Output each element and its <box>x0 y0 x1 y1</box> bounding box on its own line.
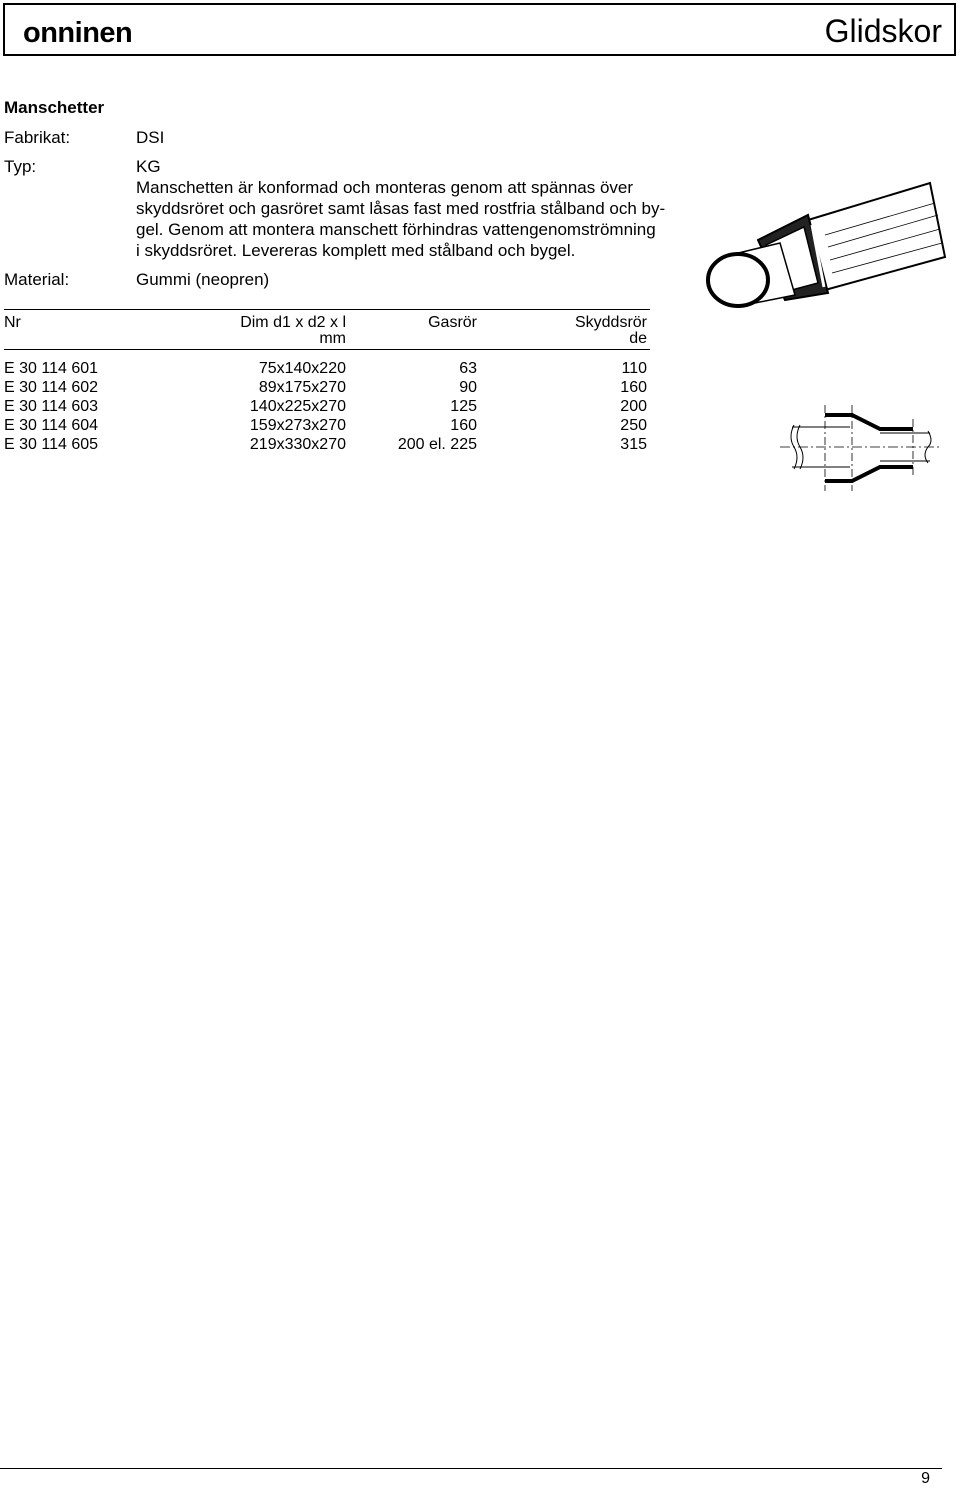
fabrikat-value: DSI <box>136 128 165 147</box>
cell-dim: 219x330x270 <box>249 436 346 453</box>
cell-sky: 110 <box>621 360 647 377</box>
material-value: Gummi (neopren) <box>136 270 270 289</box>
cell-gas: 200 el. 225 <box>397 436 477 453</box>
cell-nr: E 30 114 601 <box>4 360 99 377</box>
sleeve-pipe-illustration <box>700 165 950 315</box>
cell-dim: 159x273x270 <box>249 417 346 434</box>
product-description <box>136 177 666 261</box>
cell-dim: 75x140x220 <box>258 360 346 377</box>
cell-nr: E 30 114 602 <box>4 379 99 396</box>
cell-nr: E 30 114 604 <box>4 417 99 434</box>
cell-gas: 63 <box>459 360 477 377</box>
typ-value: KG <box>136 157 161 176</box>
company-logo: onninen <box>23 17 133 49</box>
header-dim: Dim d1 x d2 x l <box>240 314 346 331</box>
description-line: skyddsröret och gasröret samt låsas fast med rostfria stålband och by- <box>136 199 666 218</box>
cell-sky: 160 <box>620 379 647 396</box>
header-nr: Nr <box>4 314 21 331</box>
page-number: 9 <box>921 1470 930 1487</box>
cell-dim: 140x225x270 <box>249 398 346 415</box>
cell-nr: E 30 114 603 <box>4 398 99 415</box>
section-drawing <box>780 405 940 495</box>
description-line: Manschetten är konformad och monteras genom att spännas över <box>136 178 634 197</box>
cell-gas: 90 <box>459 379 477 396</box>
table-row <box>4 379 650 398</box>
cell-nr: E 30 114 605 <box>4 436 99 453</box>
description-line: gel. Genom att montera manschett förhindras vattengenomströmning <box>136 220 656 239</box>
table-row <box>4 360 650 379</box>
cell-sky: 250 <box>620 417 647 434</box>
header-skyddsror: Skyddsrör <box>574 314 647 331</box>
document-title: Glidskor <box>824 13 942 49</box>
cell-sky: 200 <box>620 398 647 415</box>
table-row <box>4 436 650 455</box>
header-gasror: Gasrör <box>428 314 477 331</box>
table-row <box>4 417 650 436</box>
table-row <box>4 398 650 417</box>
header-skyddsror-unit: de <box>629 330 647 347</box>
cell-gas: 160 <box>450 417 477 434</box>
header-dim-unit: mm <box>319 330 346 347</box>
page-header <box>3 3 956 56</box>
table-header-rule <box>4 349 650 350</box>
material-label: Material: <box>4 270 70 289</box>
typ-label: Typ: <box>4 157 37 176</box>
description-line: i skyddsröret. Levereras komplett med stålband och bygel. <box>136 241 576 260</box>
cell-gas: 125 <box>450 398 477 415</box>
section-title: Manschetter <box>4 98 105 117</box>
fabrikat-label: Fabrikat: <box>4 128 71 147</box>
cell-sky: 315 <box>620 436 647 453</box>
footer-rule <box>0 1468 942 1469</box>
table-top-rule <box>4 309 650 310</box>
cell-dim: 89x175x270 <box>258 379 346 396</box>
